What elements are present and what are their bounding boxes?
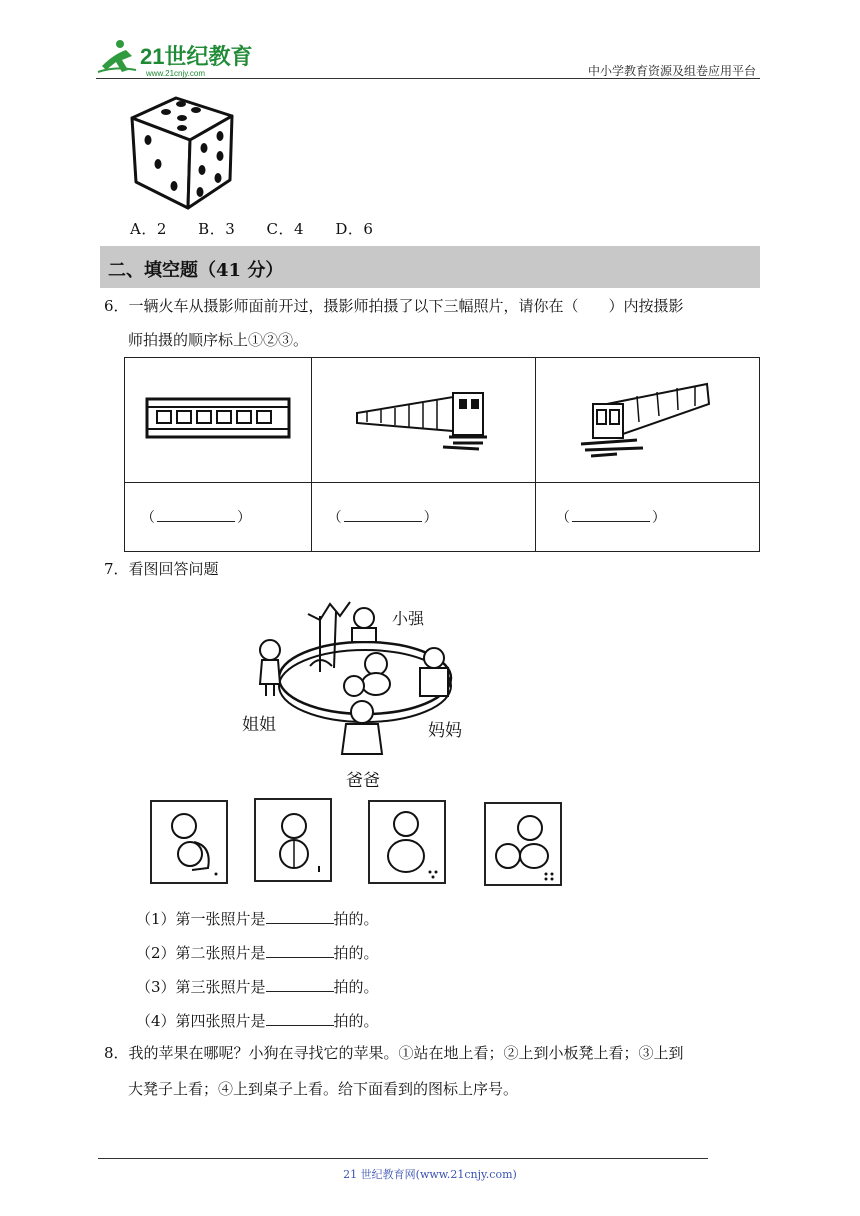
train-photo-table [124,357,760,552]
logo-url: www.21cnjy.com [146,69,205,78]
answer-blank-3[interactable] [572,509,650,522]
train-photo-angle [311,358,535,483]
option-d[interactable]: D．6 [335,220,374,238]
answer-cell-1: （ ） [125,483,312,552]
footer-text: 21 世纪教育网(www.21cnjy.com) [343,1168,517,1181]
bear-side-ball-icon [486,804,560,884]
q7-blank-2[interactable] [266,945,334,958]
q8-text-line1: 8．我的苹果在哪呢？小狗在寻找它的苹果。①站在地上看；②上到小板凳上看；③上到 [104,1044,684,1062]
answer-blank-2[interactable] [344,509,422,522]
label-mama: 妈妈 [428,721,462,741]
train-angle-icon [353,383,493,453]
q7-sub-3: （3）第三张照片是 拍的。 [136,978,379,996]
option-b[interactable]: B．3 [198,220,236,238]
answer-cell-3: （ ） [535,483,759,552]
footer-divider [98,1158,708,1159]
bear-front-icon [256,800,330,880]
logo-text: 21世纪教育 [140,44,253,69]
train-side-icon [143,393,293,443]
answer-blank-1[interactable] [157,509,235,522]
section-title: 二、填空题（41 分） [108,260,284,281]
photo-3 [368,800,446,884]
q7-blank-1[interactable] [266,911,334,924]
label-baba: 爸爸 [346,771,380,791]
q7-sub-2: （2）第二张照片是 拍的。 [136,944,379,962]
q7-blank-4[interactable] [266,1013,334,1026]
runner-icon [98,40,136,72]
q7-sub-4: （4）第四张照片是 拍的。 [136,1012,379,1030]
option-a[interactable]: A．2 [130,220,167,238]
train-photo-front [535,358,759,483]
q6-text-line1: 6．一辆火车从摄影师面前开过，摄影师拍摄了以下三幅照片，请你在（ ）内按摄影 [104,297,684,315]
person-jiejie-icon [260,640,280,696]
header-tagline: 中小学教育资源及组卷应用平台 [587,64,756,78]
dice-illustration [126,96,238,214]
q8-text-line2: 大凳子上看；④上到桌子上看。给下面看到的图标上序号。 [128,1080,519,1098]
train-photo-side [125,358,312,483]
header-divider [96,78,760,79]
site-logo [96,36,256,80]
q6-text-line2: 师拍摄的顺序标上①②③。 [128,331,309,349]
photo-4 [484,802,562,886]
bear-front-ball-icon [152,802,226,882]
bear-back-icon [370,802,444,882]
label-xiaoqiang: 小强 [392,609,425,628]
q7-blank-3[interactable] [266,979,334,992]
answer-cell-2: （ ） [311,483,535,552]
q7-sub-1: （1）第一张照片是 拍的。 [136,910,379,928]
train-front-icon [577,378,717,458]
person-xiaoqiang-icon [352,608,376,642]
person-mama-icon [420,648,448,696]
q7-title: 7．看图回答问题 [104,560,219,578]
photo-2 [254,798,332,882]
q5-options [130,218,399,239]
option-c[interactable]: C．4 [266,220,305,238]
label-jiejie: 姐姐 [242,715,276,735]
photo-1 [150,800,228,884]
